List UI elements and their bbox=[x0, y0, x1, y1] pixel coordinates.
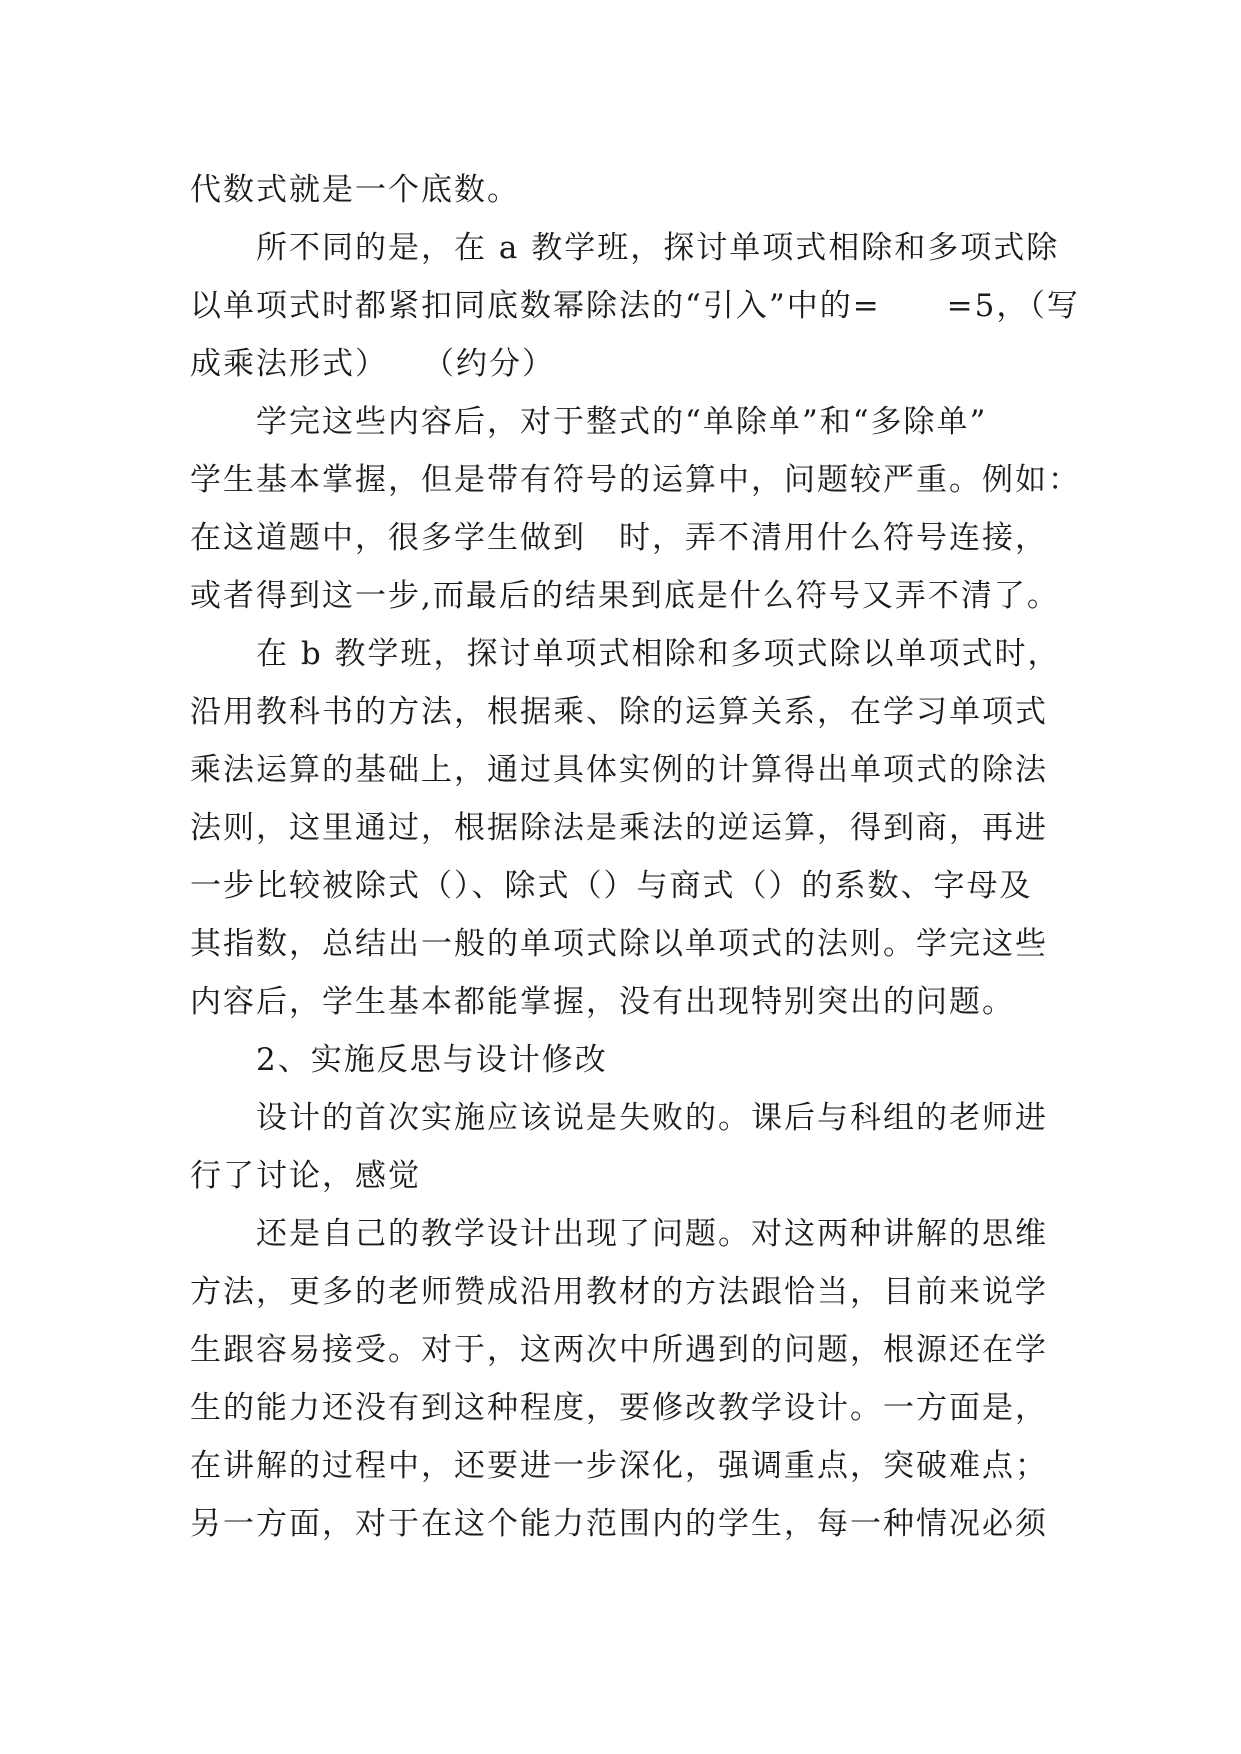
text-line: 2、实施反思与设计修改 bbox=[256, 1042, 608, 1078]
text-line: 在 b 教学班，探讨单项式相除和多项式除以单项式时， bbox=[256, 636, 1061, 672]
text-line: 所不同的是，在 a 教学班，探讨单项式相除和多项式除 bbox=[256, 230, 1060, 266]
text-line: 行了讨论，感觉 bbox=[190, 1158, 421, 1194]
text-line: 其指数，总结出一般的单项式除以单项式的法则。学完这些 bbox=[190, 926, 1048, 962]
body-text bbox=[190, 161, 1081, 1553]
text-line: 生的能力还没有到这种程度，要修改教学设计。一方面是， bbox=[190, 1390, 1048, 1426]
text-line: 代数式就是一个底数。 bbox=[190, 172, 520, 208]
text-line: 还是自己的教学设计出现了问题。对这两种讲解的思维 bbox=[256, 1216, 1048, 1252]
text-line: 成乘法形式） （约分） bbox=[190, 346, 555, 382]
text-line: 方法，更多的老师赞成沿用教材的方法跟恰当，目前来说学 bbox=[190, 1274, 1048, 1310]
text-line: 以单项式时都紧扣同底数幂除法的“引入”中的= =5，（写 bbox=[190, 288, 1080, 324]
text-line: 另一方面，对于在这个能力范围内的学生，每一种情况必须 bbox=[190, 1506, 1048, 1542]
text-line: 设计的首次实施应该说是失败的。课后与科组的老师进 bbox=[256, 1100, 1048, 1136]
text-line: 在这道题中，很多学生做到 时，弄不清用什么符号连接， bbox=[190, 520, 1048, 556]
text-line: 乘法运算的基础上，通过具体实例的计算得出单项式的除法 bbox=[190, 752, 1048, 788]
text-line: 内容后，学生基本都能掌握，没有出现特别突出的问题。 bbox=[190, 984, 1015, 1020]
text-line: 学生基本掌握，但是带有符号的运算中，问题较严重。例如： bbox=[190, 462, 1081, 498]
text-line: 学完这些内容后，对于整式的“单除单”和“多除单” bbox=[256, 404, 988, 440]
text-line: 生跟容易接受。对于，这两次中所遇到的问题，根源还在学 bbox=[190, 1332, 1048, 1368]
text-line: 在讲解的过程中，还要进一步深化，强调重点，突破难点； bbox=[190, 1448, 1048, 1484]
text-line: 法则，这里通过，根据除法是乘法的逆运算，得到商，再进 bbox=[190, 810, 1048, 846]
text-line: 一步比较被除式（）、除式（）与商式（）的系数、字母及 bbox=[190, 868, 1033, 904]
text-line: 或者得到这一步,而最后的结果到底是什么符号又弄不清了。 bbox=[190, 578, 1060, 614]
text-line: 沿用教科书的方法，根据乘、除的运算关系，在学习单项式 bbox=[190, 694, 1048, 730]
